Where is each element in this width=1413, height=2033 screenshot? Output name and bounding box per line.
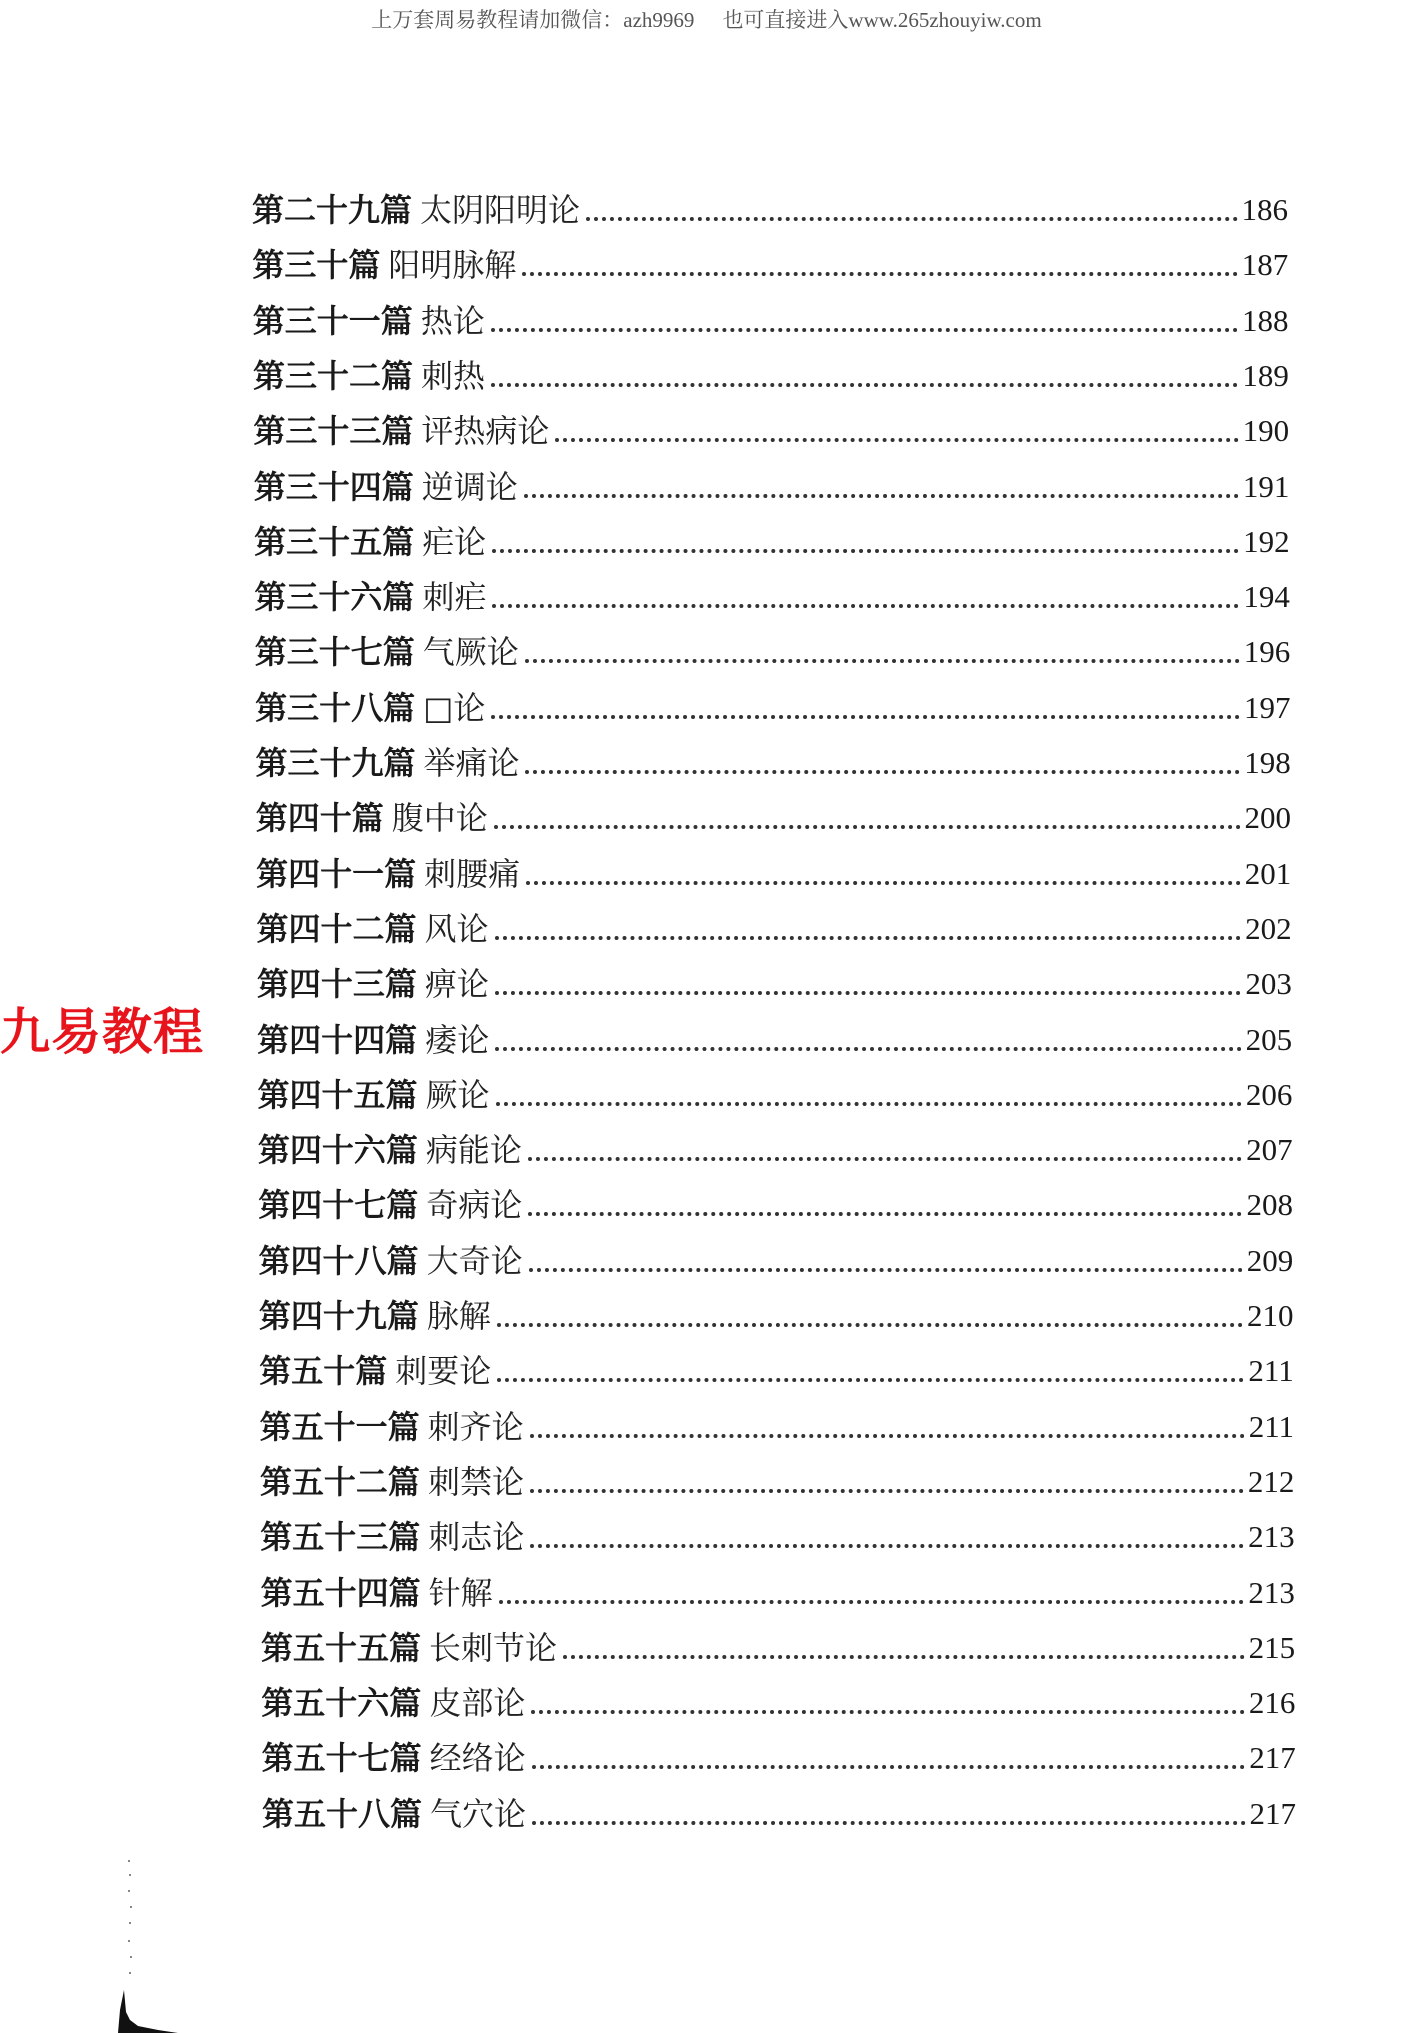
toc-entry-page: 208 — [1246, 1187, 1293, 1223]
toc-entry-title: 太阴阳明论 — [420, 191, 581, 229]
toc-entry — [256, 905, 1291, 949]
toc-entry — [258, 1181, 1293, 1225]
toc-entry-title: 痹论 — [424, 965, 489, 1004]
dot-leader — [491, 715, 1240, 719]
toc-entry — [257, 960, 1292, 1004]
toc-entry-page: 196 — [1243, 634, 1291, 670]
toc-entry-title: 刺热 — [421, 356, 486, 395]
toc-entry-title: 刺腰痛 — [424, 854, 521, 893]
dot-leader — [497, 1323, 1243, 1327]
toc-entry-title: 奇病论 — [426, 1186, 523, 1225]
watermark-logo: 九易教程 — [0, 1003, 204, 1061]
toc-entry-page: 213 — [1248, 1574, 1295, 1610]
toc-entry-number: 第五十七篇 — [261, 1739, 422, 1778]
page-header — [0, 4, 1413, 34]
dot-leader — [532, 1765, 1246, 1769]
toc-entry-page: 209 — [1246, 1242, 1294, 1278]
toc-entry-page: 205 — [1245, 1021, 1293, 1057]
dot-leader — [494, 825, 1241, 829]
toc-entry-number: 第五十五篇 — [260, 1628, 421, 1667]
dot-leader — [529, 1268, 1243, 1272]
dot-leader — [495, 936, 1242, 940]
toc-entry-number: 第三十四篇 — [253, 467, 414, 506]
dot-leader — [530, 1489, 1244, 1493]
toc-entry — [258, 1126, 1293, 1170]
toc-entry-page: 188 — [1242, 302, 1289, 338]
toc-entry-page: 198 — [1244, 745, 1291, 780]
dot-leader — [496, 1102, 1242, 1106]
toc-entry-number: 第五十一篇 — [259, 1407, 420, 1446]
toc-entry-number: 第五十篇 — [259, 1352, 388, 1391]
toc-entry-page: 187 — [1241, 247, 1289, 283]
toc-entry-page: 200 — [1244, 800, 1292, 836]
toc-entry-page: 186 — [1241, 192, 1288, 227]
dot-leader — [495, 991, 1242, 995]
toc-entry — [261, 1679, 1295, 1723]
toc-entry — [256, 794, 1291, 838]
toc-entry-number: 第四十四篇 — [257, 1020, 418, 1059]
toc-entry — [259, 1347, 1294, 1391]
toc-entry — [261, 1569, 1295, 1613]
toc-entry-title: 腹中论 — [391, 799, 488, 838]
toc-entry-title: 痿论 — [425, 1020, 490, 1059]
toc-entry-title: 风论 — [424, 909, 489, 948]
toc-entry-number: 第三十一篇 — [252, 301, 413, 340]
toc-entry-title: 经络论 — [429, 1739, 526, 1778]
toc-entry-page: 210 — [1247, 1298, 1294, 1333]
toc-entry-number: 第三十篇 — [252, 246, 381, 285]
dot-leader — [563, 1655, 1245, 1659]
toc-entry-title: 刺禁论 — [427, 1462, 524, 1501]
toc-entry-number: 第三十五篇 — [254, 522, 415, 561]
toc-entry — [252, 241, 1288, 285]
toc-entry-page: 191 — [1242, 468, 1290, 504]
toc-entry-number: 第四十六篇 — [257, 1131, 418, 1170]
toc-entry — [262, 1790, 1296, 1834]
toc-entry-title: □论 — [423, 688, 486, 727]
toc-entry-number: 第四十五篇 — [257, 1075, 418, 1114]
toc-entry — [260, 1403, 1294, 1447]
toc-entry-title: 刺齐论 — [427, 1407, 524, 1446]
toc-entry-number: 第五十二篇 — [259, 1462, 420, 1501]
toc-entry-page: 217 — [1249, 1795, 1296, 1831]
toc-entry-page: 213 — [1248, 1519, 1295, 1555]
toc-entry-page: 211 — [1248, 1353, 1294, 1389]
toc-entry-page: 201 — [1244, 855, 1292, 891]
toc-entry-title: 刺志论 — [428, 1518, 525, 1557]
toc-entry-title: 长刺节论 — [428, 1628, 557, 1667]
toc-entry — [262, 1734, 1296, 1778]
toc-entry-title: 气穴论 — [430, 1794, 527, 1833]
toc-entry-page: 207 — [1246, 1132, 1293, 1168]
dot-leader — [528, 1212, 1242, 1216]
toc-entry-number: 第五十三篇 — [260, 1518, 421, 1557]
toc-entry-number: 第四十九篇 — [258, 1297, 419, 1335]
toc-entry-page: 215 — [1248, 1629, 1296, 1665]
toc-entry — [259, 1292, 1294, 1336]
toc-entry-number: 第三十七篇 — [254, 633, 415, 672]
dot-leader — [491, 383, 1238, 387]
toc-entry-page: 189 — [1242, 357, 1289, 393]
toc-entry-title: 大奇论 — [426, 1241, 523, 1280]
toc-entry-page: 217 — [1249, 1740, 1296, 1776]
toc-entry — [254, 518, 1290, 562]
toc-entry-page: 192 — [1243, 523, 1290, 559]
toc-entry — [257, 1016, 1292, 1060]
toc-entry-page: 212 — [1247, 1463, 1295, 1499]
toc-entry-page: 190 — [1242, 413, 1290, 449]
header-website-note: 也可直接进入www.265zhouyiw.com — [722, 8, 1042, 32]
toc-entry — [256, 850, 1291, 894]
toc-entry-title: 热论 — [420, 301, 485, 340]
toc-entry — [260, 1458, 1294, 1502]
toc-entry — [259, 1237, 1294, 1281]
scan-corner-artifact — [118, 1990, 178, 2033]
toc-entry-title: 病能论 — [425, 1131, 522, 1170]
toc-entry — [252, 186, 1288, 230]
toc-entry-title: 阳明脉解 — [388, 246, 517, 285]
dot-leader — [492, 604, 1239, 608]
dot-leader — [531, 1710, 1245, 1714]
toc-entry-title: 皮部论 — [429, 1684, 526, 1723]
dot-leader — [528, 1157, 1242, 1161]
toc-entry-title: 针解 — [428, 1573, 493, 1612]
dot-leader — [495, 1047, 1241, 1051]
dot-leader — [524, 494, 1239, 498]
toc-entry-title: 刺要论 — [395, 1352, 492, 1391]
toc-entry-page: 206 — [1245, 1076, 1293, 1112]
toc-entry-number: 第三十三篇 — [253, 412, 414, 451]
toc-entry-number: 第三十六篇 — [254, 578, 415, 617]
toc-entry — [254, 573, 1290, 617]
toc-entry-page: 194 — [1243, 579, 1290, 615]
toc-entry-page: 202 — [1245, 910, 1292, 946]
toc-entry-number: 第四十一篇 — [256, 854, 417, 893]
toc-entry-number: 第二十九篇 — [252, 191, 413, 229]
toc-entry-page: 203 — [1245, 966, 1292, 1002]
toc-entry-title: 疟论 — [422, 522, 487, 561]
toc-entry-number: 第四十三篇 — [256, 965, 417, 1004]
dot-leader — [526, 881, 1241, 885]
toc-entry — [255, 684, 1290, 728]
toc-entry-number: 第三十二篇 — [253, 356, 414, 395]
toc-entry-page: 216 — [1248, 1685, 1296, 1721]
dot-leader — [522, 272, 1237, 276]
dot-leader — [586, 217, 1237, 221]
toc-entry — [253, 407, 1289, 451]
dot-leader — [499, 1600, 1245, 1604]
toc-entry — [253, 352, 1289, 396]
toc-entry-title: 厥论 — [425, 1075, 490, 1114]
toc-entry-title: 脉解 — [426, 1297, 491, 1335]
dot-leader — [525, 659, 1240, 663]
dot-leader — [555, 438, 1238, 442]
toc-entry-number: 第五十四篇 — [260, 1573, 421, 1612]
dot-leader — [530, 1544, 1244, 1548]
toc-entry — [253, 297, 1289, 341]
toc-entry-page: 211 — [1248, 1408, 1295, 1444]
toc-entry-number: 第五十六篇 — [261, 1684, 422, 1723]
dot-leader — [497, 1378, 1244, 1382]
dot-leader — [532, 1821, 1245, 1825]
toc-entry-number: 第四十八篇 — [258, 1241, 419, 1280]
toc-entry — [255, 739, 1290, 783]
toc-entry-title: 刺疟 — [422, 578, 487, 617]
toc-entry-number: 第五十八篇 — [262, 1794, 423, 1833]
header-wechat-note: 上万套周易教程请加微信：azh9969 — [371, 8, 695, 32]
toc-entry-title: 举痛论 — [423, 744, 520, 782]
toc-entry — [260, 1513, 1294, 1557]
dot-leader — [530, 1434, 1245, 1438]
toc-entry — [261, 1624, 1295, 1668]
toc-entry-number: 第三十八篇 — [255, 688, 416, 727]
toc-entry-page: 197 — [1243, 689, 1291, 725]
toc-entry-number: 第四十篇 — [255, 799, 384, 838]
toc-entry-title: 逆调论 — [421, 467, 518, 506]
toc-entry — [254, 463, 1290, 507]
dot-leader — [492, 549, 1239, 553]
toc-entry-number: 第四十七篇 — [258, 1186, 419, 1225]
dot-leader — [491, 328, 1238, 332]
toc-entry — [258, 1071, 1293, 1115]
toc-entry — [255, 628, 1290, 672]
toc-entry-number: 第三十九篇 — [255, 744, 416, 782]
dot-leader — [525, 770, 1240, 774]
toc-entry-title: 评热病论 — [421, 412, 550, 451]
toc-entry-number: 第四十二篇 — [256, 909, 417, 948]
toc-entry-title: 气厥论 — [422, 633, 519, 672]
